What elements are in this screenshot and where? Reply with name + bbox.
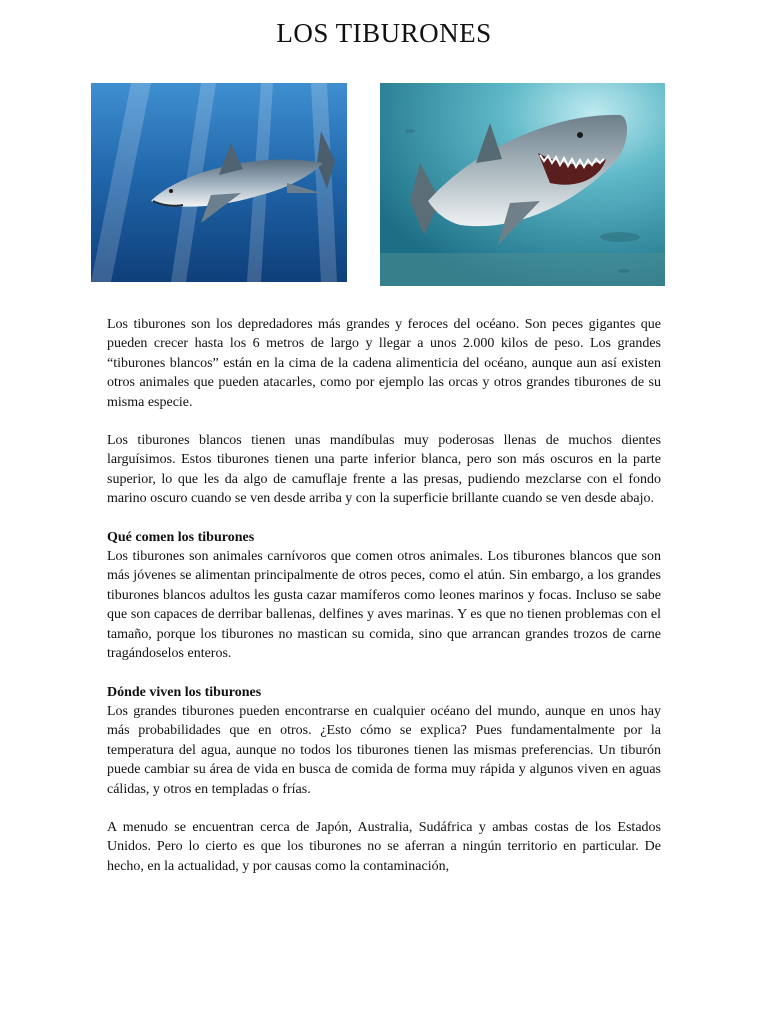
paragraph-diet: Los tiburones son animales carnívoros que comen otros animales. Los tiburones blancos que son más jóvenes se alimentan principalmente de otros peces, como el atún. Sin embargo, a los grandes tiburones blancos adultos les gusta cazar mamíferos como leones marinos y focas. Incluso se sabe que son capaces de derribar ballenas, delfines y aves marinas. Y es que no tienen problemas con el tamaño, porque los tiburones no mastican su comida, sino que arrancan grandes trozos de carne tragándoselos enteros. (107, 549, 661, 662)
paragraph-great-white: Los tiburones blancos tienen unas mandíbulas muy poderosas llenas de muchos dientes larguísimos. Estos tiburones tienen una parte inferior blanca, pero son más oscuros en la parte superior, lo que les da algo de camuflaje frente a las presas, pudiendo mezclarse con el fondo marino oscuro cuando se ven desde arriba y con la superficie brillante cuando se ven desde abajo. (107, 433, 661, 507)
heading-what-they-eat: Qué comen los tiburones (107, 529, 255, 545)
paragraph-locations: A menudo se encuentran cerca de Japón, Australia, Sudáfrica y ambas costas de los Estados Unidos. Pero lo cierto es que los tiburones no se aferran a ningún territorio en particular. De hecho, en la actualidad, y por causas como la contaminación, (107, 819, 661, 874)
heading-where-they-live: Dónde viven los tiburones (107, 684, 262, 700)
page-title: LOS TIBURONES (276, 18, 492, 48)
great-white-shark-image (91, 83, 347, 282)
megalodon-shark-image (380, 83, 665, 286)
paragraph-intro: Los tiburones son los depredadores más grandes y feroces del océano. Son peces gigantes que pueden crecer hasta los 6 metros de largo y llegar a unos 2.000 kilos de peso. Los grandes “tiburones blancos” están en la cima de la cadena alimenticia del océano, aunque aun así existen otros animales que pueden atacarles, como por ejemplo las orcas y otros grandes tiburones de su misma especie. (107, 317, 661, 410)
article-body (107, 315, 661, 895)
paragraph-habitat: Los grandes tiburones pueden encontrarse en cualquier océano del mundo, aunque en unos hay más probabilidades que en otros. ¿Esto cómo se explica? Pues fundamentalmente por la temperatura del agua, aunque no todos los tiburones tienen las mismas preferencias. Un tiburón puede cambiar su área de vida en busca de comida de forma muy rápida y algunos viven en aguas cálidas, y otros en templadas o frías. (107, 703, 661, 797)
